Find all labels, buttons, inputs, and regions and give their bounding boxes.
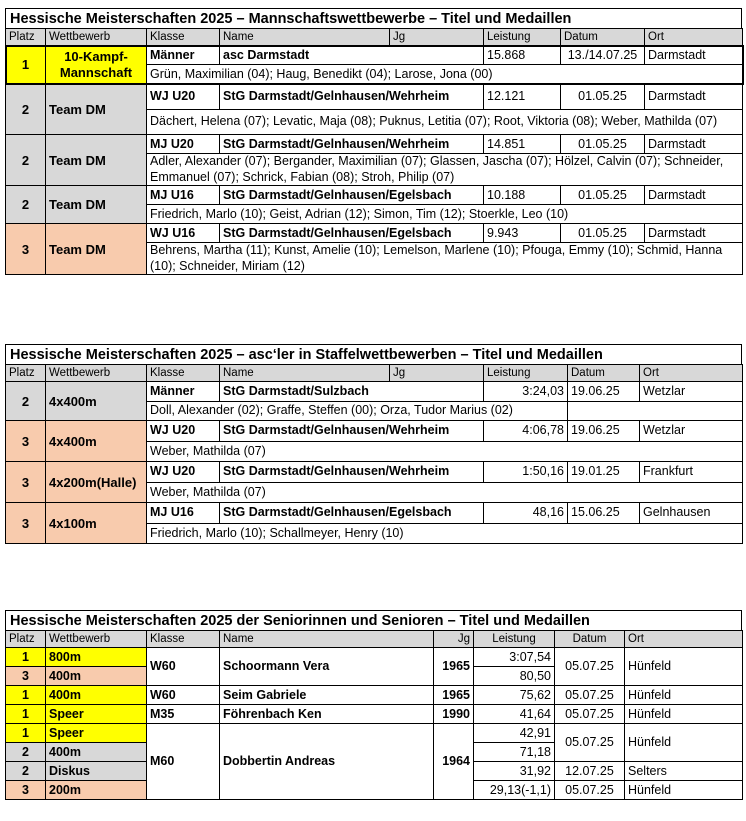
- col-jg: Jg: [390, 365, 484, 382]
- ort-cell: Darmstadt: [645, 186, 743, 205]
- wettbewerb-cell: 4x100m: [46, 503, 147, 544]
- name-cell: StG Darmstadt/Gelnhausen/Wehrheim: [220, 135, 484, 154]
- table-row: [6, 503, 743, 524]
- table-row: [6, 46, 743, 65]
- members-cell: Doll, Alexander (02); Graffe, Steffen (00); Orza, Tudor Marius (02): [147, 401, 568, 421]
- datum-cell: 01.05.25: [561, 224, 645, 243]
- ort-cell: Gelnhausen: [640, 503, 743, 524]
- col-ort: Ort: [640, 365, 743, 382]
- wettbewerb-cell: Speer: [46, 724, 147, 743]
- table-row: [6, 724, 743, 743]
- wettbewerb-cell: 4x400m: [46, 382, 147, 421]
- seniors-table: [5, 630, 743, 800]
- ort-cell: Selters: [625, 762, 743, 781]
- name-cell: StG Darmstadt/Gelnhausen/Wehrheim: [220, 84, 484, 110]
- relay-header-row: [6, 365, 743, 382]
- wettbewerb-cell: Team DM: [46, 135, 147, 186]
- platz-cell: 2: [6, 743, 46, 762]
- klasse-cell: WJ U20: [147, 84, 220, 110]
- datum-cell: 01.05.25: [561, 84, 645, 110]
- platz-cell: 3: [6, 781, 46, 800]
- table-row: [6, 686, 743, 705]
- leistung-cell: 41,64: [474, 705, 555, 724]
- klasse-cell: WJ U20: [147, 421, 220, 442]
- datum-cell: 19.06.25: [568, 382, 640, 402]
- datum-cell: 13./14.07.25: [561, 46, 645, 65]
- platz-cell: 2: [6, 135, 46, 186]
- jg-cell: 1965: [434, 648, 474, 686]
- datum-cell: 01.05.25: [561, 186, 645, 205]
- team-header-row: [6, 29, 743, 46]
- jg-cell: 1964: [434, 724, 474, 800]
- name-cell: StG Darmstadt/Gelnhausen/Egelsbach: [220, 503, 484, 524]
- klasse-cell: M35: [147, 705, 220, 724]
- name-cell: StG Darmstadt/Gelnhausen/Egelsbach: [220, 224, 484, 243]
- col-name: Name: [220, 29, 390, 46]
- ort-cell: Hünfeld: [625, 648, 743, 686]
- col-wettbewerb: Wettbewerb: [46, 29, 147, 46]
- ort-cell: Darmstadt: [645, 135, 743, 154]
- datum-cell: 05.07.25: [555, 781, 625, 800]
- table-row: [6, 648, 743, 667]
- wettbewerb-cell: 400m: [46, 686, 147, 705]
- col-platz: Platz: [6, 631, 46, 648]
- wettbewerb-cell: 800m: [46, 648, 147, 667]
- leistung-cell: 75,62: [474, 686, 555, 705]
- name-cell: Dobbertin Andreas: [220, 724, 434, 800]
- col-klasse: Klasse: [147, 631, 220, 648]
- platz-cell: 3: [6, 503, 46, 544]
- seniors-section: [5, 610, 742, 800]
- datum-cell: 05.07.25: [555, 705, 625, 724]
- name-cell: Seim Gabriele: [220, 686, 434, 705]
- col-wettbewerb: Wettbewerb: [46, 365, 147, 382]
- wettbewerb-cell: 400m: [46, 743, 147, 762]
- platz-cell: 3: [6, 667, 46, 686]
- klasse-cell: MJ U16: [147, 503, 220, 524]
- col-name: Name: [220, 365, 390, 382]
- platz-cell: 1: [6, 648, 46, 667]
- name-cell: StG Darmstadt/Gelnhausen/Wehrheim: [220, 462, 484, 483]
- team-title: Hessische Meisterschaften 2025 – Mannschaftswettbewerbe – Titel und Medaillen: [5, 8, 742, 28]
- wettbewerb-cell: Speer: [46, 705, 147, 724]
- ort-cell: Darmstadt: [645, 224, 743, 243]
- datum-cell: 05.07.25: [555, 686, 625, 705]
- members-cell: Friedrich, Marlo (10); Schallmeyer, Henry (10): [147, 523, 743, 544]
- table-row: [6, 462, 743, 483]
- table-row: [6, 382, 743, 402]
- col-name: Name: [220, 631, 434, 648]
- table-row: [6, 224, 743, 243]
- leistung-cell: 48,16: [484, 503, 568, 524]
- platz-cell: 2: [6, 762, 46, 781]
- col-datum: Datum: [568, 365, 640, 382]
- members-cell: Grün, Maximilian (04); Haug, Benedikt (04); Larose, Jona (00): [147, 65, 743, 84]
- klasse-cell: WJ U16: [147, 224, 220, 243]
- datum-cell: 12.07.25: [555, 762, 625, 781]
- leistung-cell: 31,92: [474, 762, 555, 781]
- col-platz: Platz: [6, 365, 46, 382]
- col-leistung: Leistung: [484, 365, 568, 382]
- col-leistung: Leistung: [474, 631, 555, 648]
- platz-cell: 2: [6, 382, 46, 421]
- datum-cell: 19.06.25: [568, 421, 640, 442]
- relay-section: [5, 344, 742, 544]
- table-row: [6, 84, 743, 110]
- seniors-title: Hessische Meisterschaften 2025 der Seniorinnen und Senioren – Titel und Medaillen: [5, 610, 742, 630]
- name-cell: StG Darmstadt/Sulzbach: [220, 382, 484, 402]
- ort-cell: Hünfeld: [625, 705, 743, 724]
- col-leistung: Leistung: [484, 29, 561, 46]
- leistung-cell: 15.868: [484, 46, 561, 65]
- platz-cell: 3: [6, 224, 46, 275]
- col-klasse: Klasse: [147, 29, 220, 46]
- klasse-cell: MJ U20: [147, 135, 220, 154]
- wettbewerb-cell: 4x200m(Halle): [46, 462, 147, 503]
- klasse-cell: Männer: [147, 382, 220, 402]
- ort-cell: Darmstadt: [645, 46, 743, 65]
- leistung-cell: 3:24,03: [484, 382, 568, 402]
- klasse-cell: W60: [147, 648, 220, 686]
- members-cell: Weber, Mathilda (07): [147, 441, 743, 462]
- platz-cell: 1: [6, 724, 46, 743]
- name-cell: asc Darmstadt: [220, 46, 484, 65]
- members-cell: Friedrich, Marlo (10); Geist, Adrian (12); Simon, Tim (12); Stoerkle, Leo (10): [147, 205, 743, 224]
- platz-cell: 3: [6, 421, 46, 462]
- col-klasse: Klasse: [147, 365, 220, 382]
- relay-title: Hessische Meisterschaften 2025 – asc‘ler in Staffelwettbewerben – Titel und Medaillen: [5, 344, 742, 364]
- members-cell: Adler, Alexander (07); Bergander, Maximilian (07); Glassen, Jascha (07); Hölzel, Calvin (07); Schneider, Emmanuel (07); Schrick, Fabian (08); Stroh, Philip (07): [147, 154, 743, 186]
- relay-table: [5, 364, 743, 544]
- seniors-header-row: [6, 631, 743, 648]
- leistung-cell: 42,91: [474, 724, 555, 743]
- col-ort: Ort: [625, 631, 743, 648]
- leistung-cell: 3:07,54: [474, 648, 555, 667]
- name-cell: StG Darmstadt/Gelnhausen/Egelsbach: [220, 186, 484, 205]
- klasse-cell: WJ U20: [147, 462, 220, 483]
- table-row: [6, 421, 743, 442]
- members-cell: Behrens, Martha (11); Kunst, Amelie (10); Lemelson, Marlene (10); Pfouga, Emmy (10); Schmid, Hanna (10); Schneider, Miriam (12): [147, 243, 743, 275]
- leistung-cell: 4:06,78: [484, 421, 568, 442]
- klasse-cell: M60: [147, 724, 220, 800]
- leistung-cell: 12.121: [484, 84, 561, 110]
- klasse-cell: W60: [147, 686, 220, 705]
- wettbewerb-cell: Diskus: [46, 762, 147, 781]
- col-platz: Platz: [6, 29, 46, 46]
- name-cell: StG Darmstadt/Gelnhausen/Wehrheim: [220, 421, 484, 442]
- table-row: [6, 186, 743, 205]
- platz-cell: 1: [6, 705, 46, 724]
- col-datum: Datum: [561, 29, 645, 46]
- leistung-cell: 1:50,16: [484, 462, 568, 483]
- members-cell: Dächert, Helena (07); Levatic, Maja (08); Puknus, Letitia (07); Root, Viktoria (08); Weber, Mathilda (07): [147, 109, 743, 135]
- klasse-cell: MJ U16: [147, 186, 220, 205]
- ort-cell: Hünfeld: [625, 686, 743, 705]
- wettbewerb-cell: 400m: [46, 667, 147, 686]
- platz-cell: 3: [6, 462, 46, 503]
- ort-cell: Frankfurt: [640, 462, 743, 483]
- members-cell: Weber, Mathilda (07): [147, 482, 743, 503]
- table-row: [6, 705, 743, 724]
- leistung-cell: 14.851: [484, 135, 561, 154]
- leistung-cell: 29,13(-1,1): [474, 781, 555, 800]
- name-cell: Schoormann Vera: [220, 648, 434, 686]
- leistung-cell: 9.943: [484, 224, 561, 243]
- wettbewerb-cell: 4x400m: [46, 421, 147, 462]
- datum-cell: 05.07.25: [555, 648, 625, 686]
- name-cell: Föhrenbach Ken: [220, 705, 434, 724]
- datum-cell: 05.07.25: [555, 724, 625, 762]
- leistung-cell: 71,18: [474, 743, 555, 762]
- klasse-cell: Männer: [147, 46, 220, 65]
- team-table: [5, 28, 743, 275]
- wettbewerb-cell: Team DM: [46, 186, 147, 224]
- table-row: [6, 135, 743, 154]
- jg-cell: 1965: [434, 686, 474, 705]
- leistung-cell: 10.188: [484, 186, 561, 205]
- team-section: [5, 8, 742, 275]
- datum-cell: 19.01.25: [568, 462, 640, 483]
- jg-cell: 1990: [434, 705, 474, 724]
- wettbewerb-cell: Team DM: [46, 224, 147, 275]
- wettbewerb-cell: 200m: [46, 781, 147, 800]
- ort-cell: Hünfeld: [625, 724, 743, 762]
- platz-cell: 1: [6, 686, 46, 705]
- col-jg: Jg: [390, 29, 484, 46]
- wettbewerb-cell: 10-Kampf-Mannschaft: [46, 46, 147, 84]
- datum-cell: 01.05.25: [561, 135, 645, 154]
- ort-cell: Wetzlar: [640, 382, 743, 402]
- platz-cell: 1: [6, 46, 46, 84]
- col-wettbewerb: Wettbewerb: [46, 631, 147, 648]
- wettbewerb-cell: Team DM: [46, 84, 147, 135]
- col-jg: Jg: [434, 631, 474, 648]
- ort-cell: Hünfeld: [625, 781, 743, 800]
- datum-cell: 15.06.25: [568, 503, 640, 524]
- ort-cell: Darmstadt: [645, 84, 743, 110]
- col-ort: Ort: [645, 29, 743, 46]
- leistung-cell: 80,50: [474, 667, 555, 686]
- platz-cell: 2: [6, 186, 46, 224]
- col-datum: Datum: [555, 631, 625, 648]
- platz-cell: 2: [6, 84, 46, 135]
- ort-cell: Wetzlar: [640, 421, 743, 442]
